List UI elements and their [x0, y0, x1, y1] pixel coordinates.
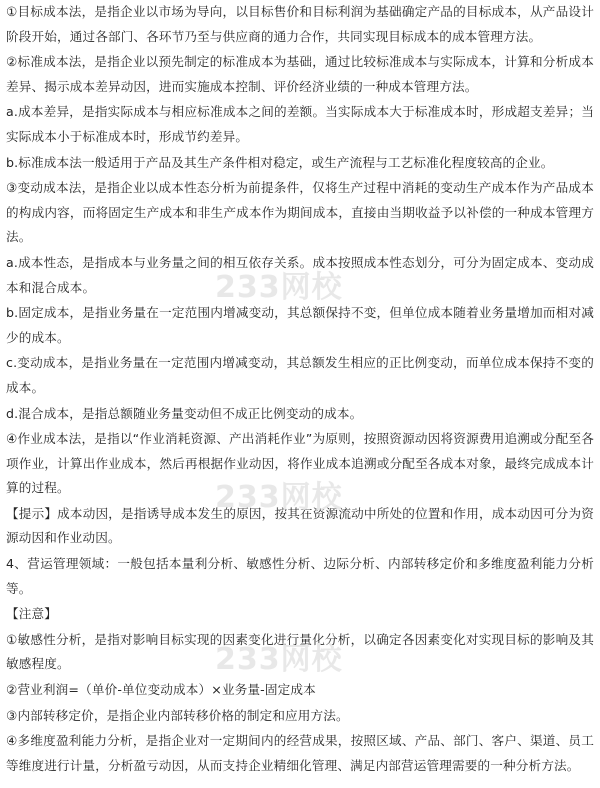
- paragraph-cost-behavior: a.成本性态，是指成本与业务量之间的相互依存关系。成本按照成本性态划分，可分为固定成本、变动成本和混合成本。: [6, 254, 594, 295]
- paragraph-cost-variance: a.成本差异，是指实际成本与相应标准成本之间的差额。当实际成本大于标准成本时，形成超支差异；当实际成本小于标准成本时，形成节约差异。: [6, 104, 594, 144]
- paragraph-note-heading: 【注意】: [6, 606, 57, 622]
- paragraph-sensitivity-analysis: ①敏感性分析，是指对影响目标实现的因素变化进行量化分析，以确定各因素变化对实现目标的影响及其敏感程度。: [6, 631, 594, 672]
- paragraph-fixed-cost: b.固定成本，是指业务量在一定范围内增减变动，其总额保持不变，但单位成本随着业务量增加而相对减少的成本。: [6, 305, 594, 345]
- paragraph-standard-costing-scope: b.标准成本法一般适用于产品及其生产条件相对稳定，或生产流程与工艺标准化程度较高的企业。: [6, 154, 554, 170]
- watermark-logo: 233网校: [215, 270, 343, 305]
- watermark-logo: 233网校: [215, 642, 343, 677]
- paragraph-tip-cost-driver: 【提示】成本动因，是指诱导成本发生的原因，按其在资源流动中所处的位置和作用，成本动因可分为资源动因和作业动因。: [6, 505, 594, 546]
- paragraph-standard-costing: ②标准成本法，是指企业以预先制定的标准成本为基础，通过比较标准成本与实际成本，计算和分析成本差异、揭示成本差异动因，进而实施成本控制、评价经济业绩的一种成本管理方法。: [6, 54, 594, 94]
- paragraph-variable-cost: c.变动成本，是指业务量在一定范围内增减变动，其总额发生相应的正比例变动，而单位成本保持不变的成本。: [6, 355, 594, 395]
- paragraph-multidimensional-profitability: ④多维度盈利能力分析，是指企业对一定期间内的经营成果，按照区域、产品、部门、客户、渠道、员工等维度进行计量，分析盈亏动因，从而支持企业精细化管理、满足内部营运管理需要的一种分析方法。: [6, 733, 594, 773]
- paragraph-transfer-pricing: ③内部转移定价，是指企业内部转移价格的制定和应用方法。: [6, 707, 349, 723]
- paragraph-activity-based-costing: ④作业成本法，是指以“作业消耗资源、产出消耗作业”为原则，按照资源动因将资源费用追溯或分配至各项作业，计算出作业成本，然后再根据作业动因，将作业成本追溯或分配至各成本对象，最终完成成本计算的过程。: [6, 431, 594, 496]
- paragraph-operations-management: 4、营运管理领域：一般包括本量利分析、敏感性分析、边际分析、内部转移定价和多维度盈利能力分析等。: [6, 556, 594, 596]
- paragraph-operating-profit-formula: ②营业利润=（单价-单位变动成本）×业务量-固定成本: [6, 682, 316, 698]
- paragraph-target-costing: ①目标成本法，是指企业以市场为导向，以目标售价和目标利润为基础确定产品的目标成本，从产品设计阶段开始，通过各部门、各环节乃至与供应商的通力合作，共同实现目标成本的成本管理方法。: [6, 4, 594, 44]
- watermark-logo: 233网校: [215, 480, 343, 515]
- paragraph-variable-costing: ③变动成本法，是指企业以成本性态分析为前提条件，仅将生产过程中消耗的变动生产成本作为产品成本的构成内容，而将固定生产成本和非生产成本作为期间成本，直接由当期收益予以补偿的一种成本管理方法。: [6, 180, 594, 245]
- paragraph-mixed-cost: d.混合成本，是指总额随业务量变动但不成正比例变动的成本。: [6, 405, 363, 421]
